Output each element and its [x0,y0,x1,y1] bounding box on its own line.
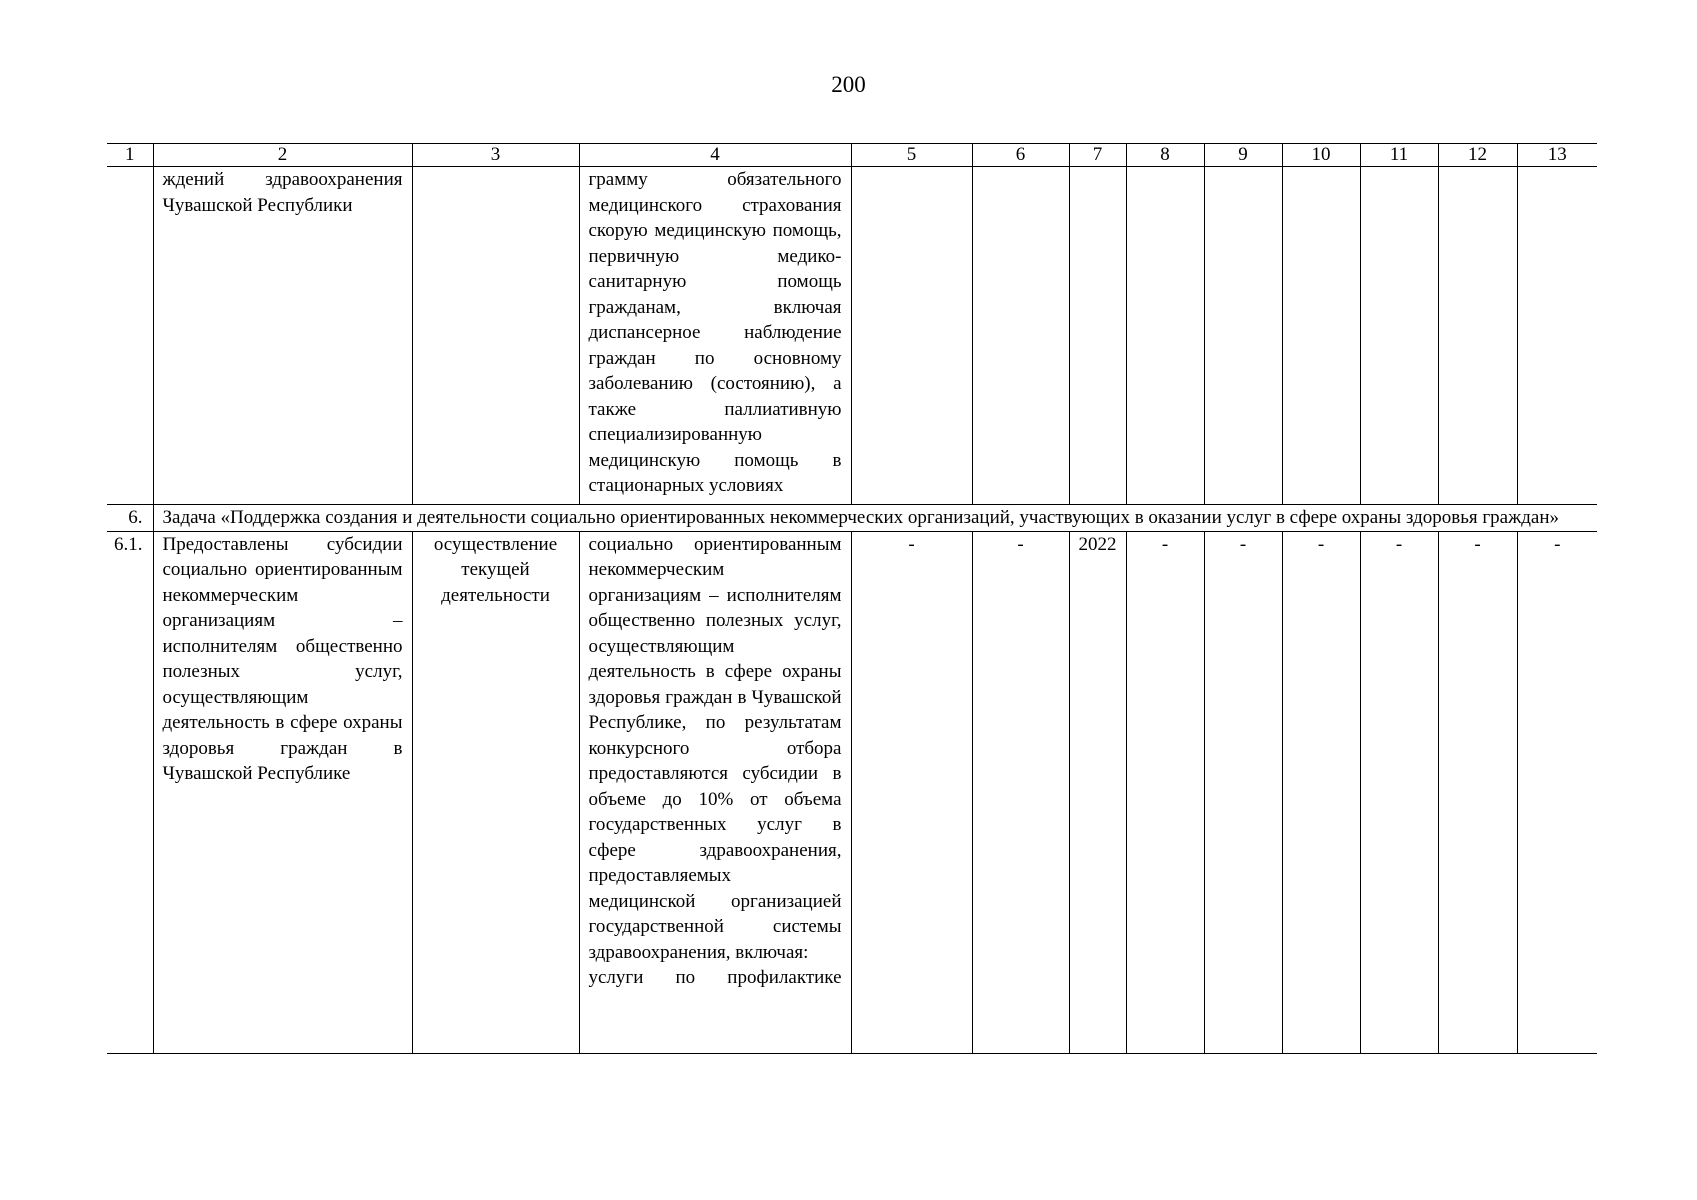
column-number-header: 9 [1204,144,1282,167]
table-row-continued [107,167,1597,505]
table-row-6-1 [107,531,1597,1053]
event-description-cell [579,531,851,1053]
column-number-header: 7 [1069,144,1126,167]
task-title: Задача «Поддержка создания и деятельности социально ориентированных некоммерческих организаций, участвующих в оказании услуг в сфере охраны здоровья граждан» [153,505,1597,532]
value-cell-col12: - [1438,531,1517,1053]
event-description-continuation: услуги по профилактике [588,967,842,988]
column-number-header: 8 [1126,144,1204,167]
column-number-header: 1 [107,144,153,167]
table-cell [1204,167,1282,505]
column-number-header: 6 [972,144,1069,167]
value-cell-col9: - [1204,531,1282,1053]
table-cell [1517,167,1597,505]
table-cell [1360,167,1438,505]
column-number-header: 12 [1438,144,1517,167]
value-cell-col5: - [851,531,972,1053]
column-number-header: 4 [579,144,851,167]
table-cell [1069,167,1126,505]
task-row [107,505,1597,532]
value-cell-col13: - [1517,531,1597,1053]
table-cell [1438,167,1517,505]
column-number-header: 10 [1282,144,1360,167]
event-description-text: социально ориентированным некоммерческим организациям – исполнителям общественно полезных услуг, осуществляющим деятельность в сфере охраны здоровья граждан в Чувашской Республике, по результатам конкурсного отбора предоставляются субсидии в объеме до 10% от объема государственных услуг в сфере здравоохранения, предоставляемых медицинской организацией государственной системы здравоохранения, включая: [588,533,842,963]
task-number: 6. [107,505,153,532]
table-cell [412,167,579,505]
table-cell [972,167,1069,505]
table-cell [1282,167,1360,505]
column-number-header: 11 [1360,144,1438,167]
value-cell-col6: - [972,531,1069,1053]
value-cell-col8: - [1126,531,1204,1053]
table-cell [1126,167,1204,505]
column-number-header-row [107,144,1597,167]
column-number-header: 2 [153,144,412,167]
column-number-header: 3 [412,144,579,167]
event-name-cell: Предоставлены субсидии социально ориентированным некоммерческим организациям – исполнителям общественно полезных услуг, осуществляющим деятельность в сфере охраны здоровья граждан в Чувашской Республике [153,531,412,1053]
table-cell [107,167,153,505]
value-cell-col10: - [1282,531,1360,1053]
program-table [107,143,1597,1054]
value-cell-col11: - [1360,531,1438,1053]
year-cell: 2022 [1069,531,1126,1053]
page-number: 200 [831,72,866,97]
table-cell [851,167,972,505]
row-number: 6.1. [107,531,153,1053]
column-number-header: 5 [851,144,972,167]
event-description-cell: грамму обязательного медицинского страхования скорую медицинскую помощь, первичную медико-санитарную помощь гражданам, включая диспансерное наблюдение граждан по основному заболеванию (состоянию), а также паллиативную специализированную медицинскую помощь в стационарных условиях [579,167,851,505]
execution-type-cell: осуществление текущей деятельности [412,531,579,1053]
event-name-cell: ждений здравоохранения Чувашской Республики [153,167,412,505]
column-number-header: 13 [1517,144,1597,167]
